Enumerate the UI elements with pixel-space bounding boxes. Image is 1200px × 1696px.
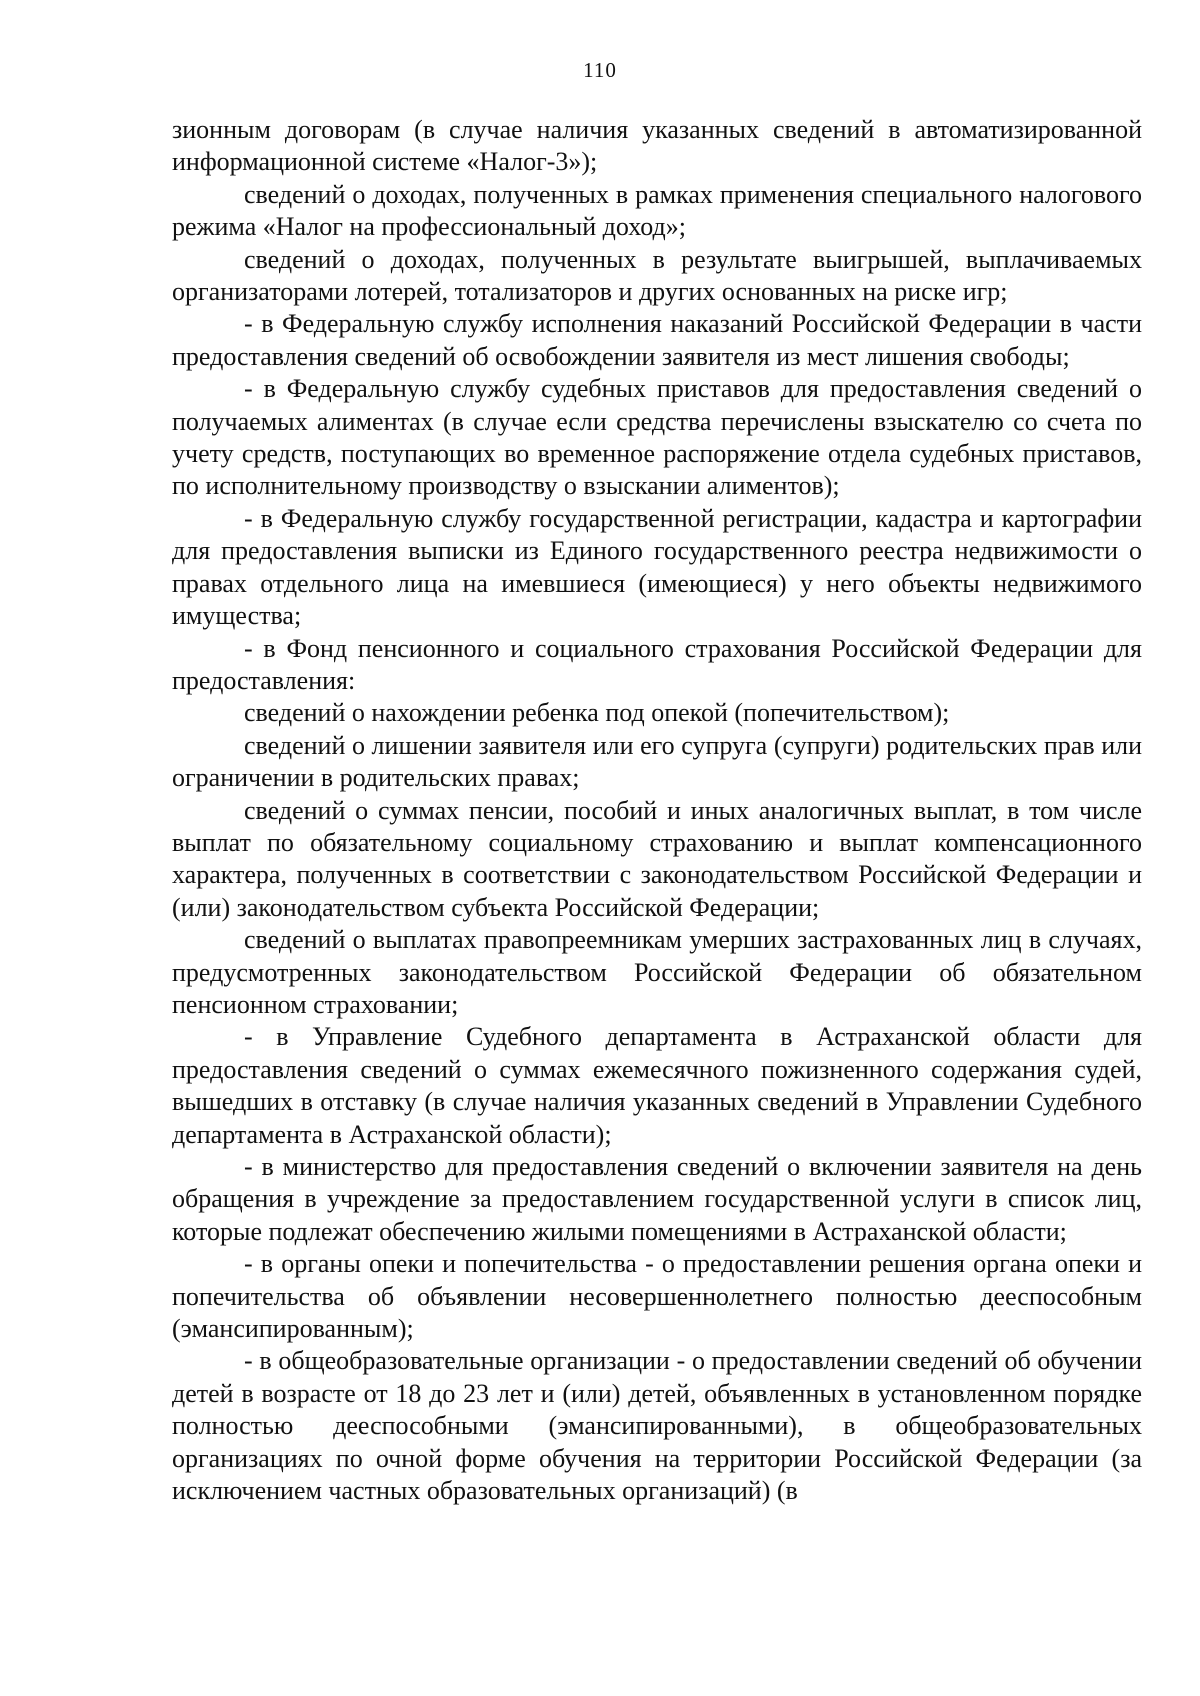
- paragraph: - в общеобразовательные организации - о предоставлении сведений об обучении детей в возрасте от 18 до 23 лет и (или) детей, объявленных в установленном порядке полностью дееспособными (эмансипированными), в общеобразовательных организациях по очной форме обучения на территории Российской Федерации (за исключением частных образовательных организаций) (в: [172, 1346, 1142, 1506]
- paragraph: - в Фонд пенсионного и социального страхования Российской Федерации для предоставления:: [172, 633, 1142, 695]
- paragraph: сведений о доходах, полученных в рамках применения специального налогового режима «Налог на профессиональный доход»;: [172, 179, 1142, 242]
- page-number: 110: [583, 58, 617, 82]
- paragraph: - в Федеральную службу государственной регистрации, кадастра и картографии для предоставления выписки из Единого государственного реестра недвижимости о правах отдельного лица на имевшиеся (имеющиеся) у него объекты недвижимого имущества;: [172, 503, 1142, 631]
- paragraph: сведений о выплатах правопреемникам умерших застрахованных лиц в случаях, предусмотренных законодательством Российской Федерации об обязательном пенсионном страховании;: [172, 925, 1142, 1019]
- paragraph: - в министерство для предоставления сведений о включении заявителя на день обращения в учреждение за предоставлением государственной услуги в список лиц, которые подлежат обеспечению жилыми помещениями в Астраханской области;: [172, 1152, 1142, 1246]
- paragraph: - в Федеральную службу судебных приставов для предоставления сведений о получаемых алиментах (в случае если средства перечислены взыскателю со счета по учету средств, поступающих во временное распоряжение отдела судебных приставов, по исполнительному производству о взыскании алиментов);: [172, 374, 1142, 501]
- paragraph: - в органы опеки и попечительства - о предоставлении решения органа опеки и попечительства об объявлении несовершеннолетнего полностью дееспособным (эмансипированным);: [172, 1249, 1142, 1344]
- paragraph: - в Управление Судебного департамента в Астраханской области для предоставления сведений о суммах ежемесячного пожизненного содержания судей, вышедших в отставку (в случае наличия указанных сведений в Управлении Судебного департамента в Астраханской области);: [172, 1022, 1142, 1149]
- paragraph: - в Федеральную службу исполнения наказаний Российской Федерации в части предоставления сведений об освобождении заявителя из мест лишения свободы;: [172, 309, 1142, 371]
- paragraph: сведений о нахождении ребенка под опекой (попечительством);: [244, 698, 950, 728]
- paragraph: сведений о лишении заявителя или его супруга (супруги) родительских прав или ограничении в родительских правах;: [172, 730, 1142, 793]
- paragraph: сведений о суммах пенсии, пособий и иных аналогичных выплат, в том числе выплат по обязательному социальному страхованию и выплат компенсационного характера, полученных в соответствии с законодательством Российской Федерации и (или) законодательством субъекта Российской Федерации;: [172, 795, 1142, 922]
- paragraph: сведений о доходах, полученных в результате выигрышей, выплачиваемых организаторами лотерей, тотализаторов и других основанных на риске игр;: [172, 244, 1142, 307]
- paragraph: зионным договорам (в случае наличия указанных сведений в автоматизированной информационной системе «Налог-3»);: [172, 115, 1142, 177]
- document-body: [172, 114, 1142, 1507]
